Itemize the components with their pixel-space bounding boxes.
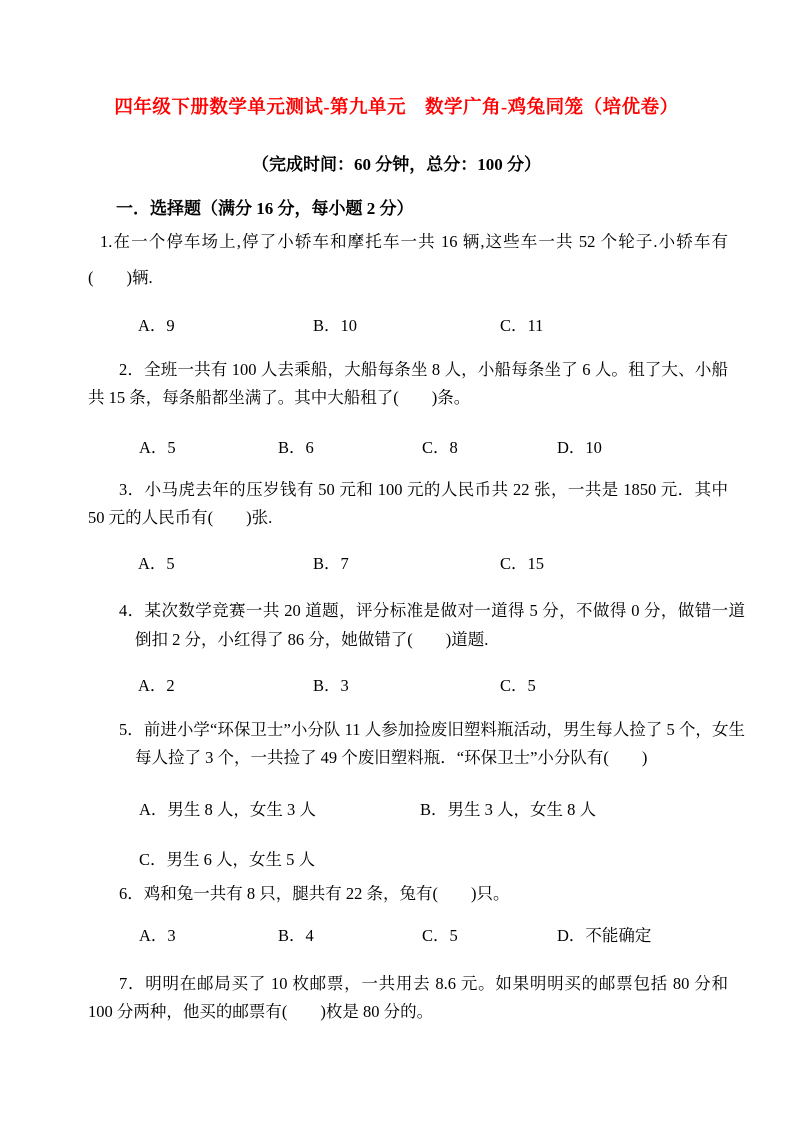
question-3-option-b: B．7 [313, 554, 349, 573]
question-4-option-c: C．5 [500, 676, 536, 695]
question-5-option-b: B．男生 3 人，女生 8 人 [420, 800, 597, 819]
question-6-option-a: A．3 [139, 926, 176, 945]
question-5-option-a: A．男生 8 人，女生 3 人 [139, 800, 316, 819]
question-1-option-c: C．11 [500, 316, 544, 335]
question-4-option-a: A．2 [138, 676, 175, 695]
question-1-text: 1.在一个停车场上,停了小轿车和摩托车一共 16 辆,这些车一共 52 个轮子.小轿车有( )辆. [88, 232, 728, 287]
question-3-option-c: C．15 [500, 554, 545, 573]
question-3-option-a: A．5 [138, 554, 175, 573]
question-5-options-row-2 [0, 846, 793, 874]
question-5-option-c: C．男生 6 人，女生 5 人 [139, 850, 316, 869]
question-4-options [0, 672, 793, 700]
question-6-option-b: B．4 [278, 926, 314, 945]
question-3-options [0, 550, 793, 578]
document-title: 四年级下册数学单元测试-第九单元 数学广角-鸡兔同笼（培优卷） [114, 98, 679, 118]
question-5-options-row-1 [0, 796, 793, 824]
question-1-option-a: A．9 [138, 316, 175, 335]
question-6-option-d: D．不能确定 [557, 926, 652, 945]
question-2-option-b: B．6 [278, 438, 314, 457]
exam-time-score-info: （完成时间：60 分钟，总分：100 分） [252, 155, 541, 174]
question-1-option-b: B．10 [313, 316, 358, 335]
question-7-text: 7．明明在邮局买了 10 枚邮票，一共用去 8.6 元。如果明明买的邮票包括 80 分和 100 分两种，他买的邮票有( )枚是 80 分的。 [88, 974, 728, 1021]
question-4-option-b: B．3 [313, 676, 349, 695]
question-1-options [0, 312, 793, 340]
section-1-heading: 一．选择题（满分 16 分，每小题 2 分） [116, 199, 414, 218]
question-3-text: 3．小马虎去年的压岁钱有 50 元和 100 元的人民币共 22 张，一共是 1850 元．其中 50 元的人民币有( )张. [88, 480, 728, 527]
question-4-text: 4．某次数学竞赛一共 20 道题，评分标准是做对一道得 5 分，不做得 0 分，做错一道倒扣 2 分，小红得了 86 分，她做错了( )道题. [119, 601, 745, 649]
question-6-option-c: C．5 [422, 926, 458, 945]
question-2-option-a: A．5 [139, 438, 176, 457]
question-2-text: 2．全班一共有 100 人去乘船，大船每条坐 8 人，小船每条坐了 6 人。租了大、小船共 15 条，每条船都坐满了。其中大船租了( )条。 [88, 360, 728, 407]
question-6-text: 6．鸡和兔一共有 8 只，腿共有 22 条，兔有( )只。 [119, 884, 510, 903]
question-2-options [0, 434, 793, 462]
question-5-text: 5．前进小学“环保卫士”小分队 11 人参加捡废旧塑料瓶活动，男生每人捡了 5 个，女生每人捡了 3 个，一共捡了 49 个废旧塑料瓶．“环保卫士”小分队有( ) [119, 720, 745, 767]
question-2-option-d: D．10 [557, 438, 602, 457]
question-2-option-c: C．8 [422, 438, 458, 457]
question-6-options [0, 922, 793, 950]
